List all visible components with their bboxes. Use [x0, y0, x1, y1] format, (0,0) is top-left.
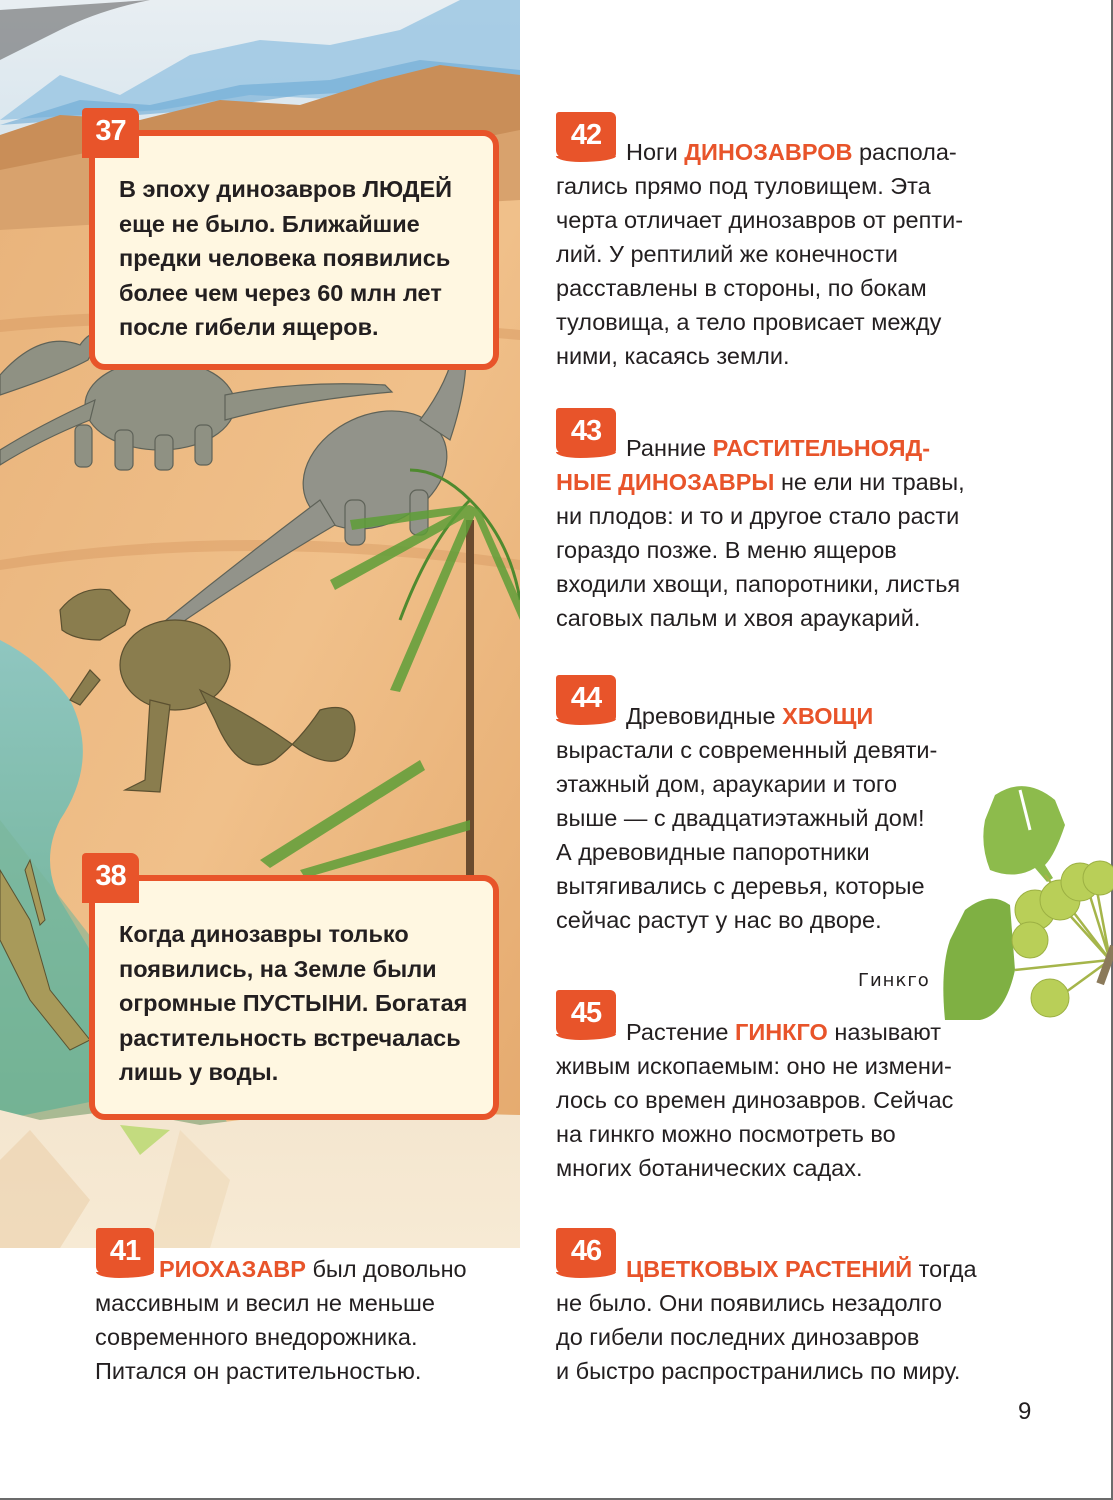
fact-number-badge: 43 — [556, 408, 616, 454]
fact-45-line: на гинкго можно посмотреть во — [556, 1121, 896, 1147]
fact-43 — [556, 431, 1006, 635]
fact-42-line: туловища, а тело провисает между — [556, 309, 942, 335]
fact-45 — [556, 1015, 1006, 1185]
highlight-term: РИОХАЗАВР — [159, 1256, 306, 1282]
fact-44-first-line — [556, 699, 976, 733]
fact-44-line: сейчас растут у нас во дворе. — [556, 907, 882, 933]
fact-46-first-line — [556, 1252, 1006, 1286]
highlight-term: ДИНОЗАВРОВ — [684, 139, 853, 165]
fact-46-text: тогда — [912, 1256, 977, 1282]
fact-38-line: появились, на Земле были — [119, 955, 437, 982]
fact-number-badge: 45 — [556, 990, 616, 1036]
fact-44-line: этажный дом, араукарии и того — [556, 771, 898, 797]
fact-43-second-line — [556, 465, 1006, 499]
fact-37-line: еще не было. Ближайшие — [119, 210, 420, 237]
fact-44-text: Древовидные — [626, 703, 783, 729]
fact-43-first-line — [556, 431, 1006, 465]
fact-38-line: огромные ПУСТЫНИ. Богатая — [119, 990, 468, 1016]
fact-42-line: расставлены в стороны, по бокам — [556, 275, 927, 301]
fact-38-text — [119, 917, 479, 1090]
fact-46-line: и быстро распространились по миру. — [556, 1358, 961, 1384]
fact-45-line: лось со времен динозавров. Сейчас — [556, 1087, 954, 1113]
fact-37-text — [119, 172, 479, 345]
fact-38-line: Когда динозавры только — [119, 921, 409, 947]
fact-41-first-line — [95, 1252, 515, 1286]
fact-43-line: входили хвощи, папоротники, листья — [556, 571, 961, 597]
fact-37-line: предки человека появились — [119, 245, 451, 271]
ginkgo-branch-image — [935, 770, 1113, 1020]
fact-number-badge: 41 — [96, 1228, 154, 1274]
fact-44-line: А древовидные папоротники — [556, 839, 870, 865]
fact-38-line: лишь у воды. — [119, 1059, 279, 1085]
fact-37-callout — [89, 130, 499, 370]
highlight-term: ГИНКГО — [735, 1019, 828, 1045]
fact-44 — [556, 699, 976, 937]
fact-38-callout — [89, 875, 499, 1120]
fact-42-first-line — [556, 135, 1006, 169]
page-number: 9 — [1018, 1398, 1032, 1425]
fact-42-line: ними, касаясь земли. — [556, 343, 790, 369]
fact-43-line: саговых пальм и хвоя араукарий. — [556, 605, 921, 631]
fact-43-text: Ранние — [626, 435, 713, 461]
fact-41-line: современного внедорожника. — [95, 1324, 418, 1350]
fact-44-line: вырастали с современный девяти- — [556, 737, 938, 763]
fact-45-text: Растение — [626, 1019, 735, 1045]
fact-37-line: В эпоху динозавров ЛЮДЕЙ — [119, 176, 453, 202]
fact-42-line: лий. У рептилий же конечности — [556, 241, 898, 267]
fact-45-text: называют — [827, 1019, 941, 1045]
fact-37-line: более чем через 60 млн лет — [119, 279, 442, 306]
fact-43-line: гораздо позже. В меню ящеров — [556, 537, 897, 563]
fact-number-badge: 44 — [556, 675, 616, 721]
fact-43-text: не ели ни травы, — [774, 469, 965, 495]
fact-41 — [95, 1252, 515, 1388]
fact-41-line: Питался он растительностью. — [95, 1358, 422, 1384]
fact-number-badge: 37 — [82, 108, 139, 158]
fact-number-badge: 46 — [556, 1228, 616, 1274]
fact-45-line: живым ископаемым: оно не измени- — [556, 1053, 952, 1079]
fact-46-line: до гибели последних динозавров — [556, 1324, 920, 1350]
fact-42 — [556, 135, 1006, 373]
fact-41-line: массивным и весил не меньше — [95, 1290, 435, 1316]
fact-43-line: ни плодов: и то и другое стало расти — [556, 503, 960, 529]
ginkgo-caption: Гинкго — [858, 970, 930, 991]
fact-45-first-line — [556, 1015, 1006, 1049]
fact-44-line: выше — с двадцатиэтажный дом! — [556, 805, 925, 831]
fact-45-line: многих ботанических садах. — [556, 1155, 863, 1181]
fact-42-text: Ноги — [626, 139, 685, 165]
highlight-term: ЦВЕТКОВЫХ РАСТЕНИЙ — [626, 1256, 913, 1282]
fact-46-line: не было. Они появились незадолго — [556, 1290, 942, 1316]
fact-46 — [556, 1252, 1006, 1388]
fact-42-line: гались прямо под туловищем. Эта — [556, 173, 931, 199]
fact-42-text: распола- — [852, 139, 957, 165]
fact-number-badge: 38 — [82, 853, 139, 903]
fact-44-line: вытягивались с деревья, которые — [556, 873, 925, 899]
fact-number-badge: 42 — [556, 112, 616, 158]
highlight-term: ХВОЩИ — [782, 703, 874, 729]
highlight-term: РАСТИТЕЛЬНОЯД- — [712, 435, 931, 461]
fact-37-line: после гибели ящеров. — [119, 314, 379, 340]
fact-38-line: растительность встречалась — [119, 1024, 461, 1051]
fact-41-text: был довольно — [305, 1256, 467, 1282]
highlight-term: НЫЕ ДИНОЗАВРЫ — [556, 469, 775, 495]
fact-42-line: черта отличает динозавров от репти- — [556, 207, 964, 233]
